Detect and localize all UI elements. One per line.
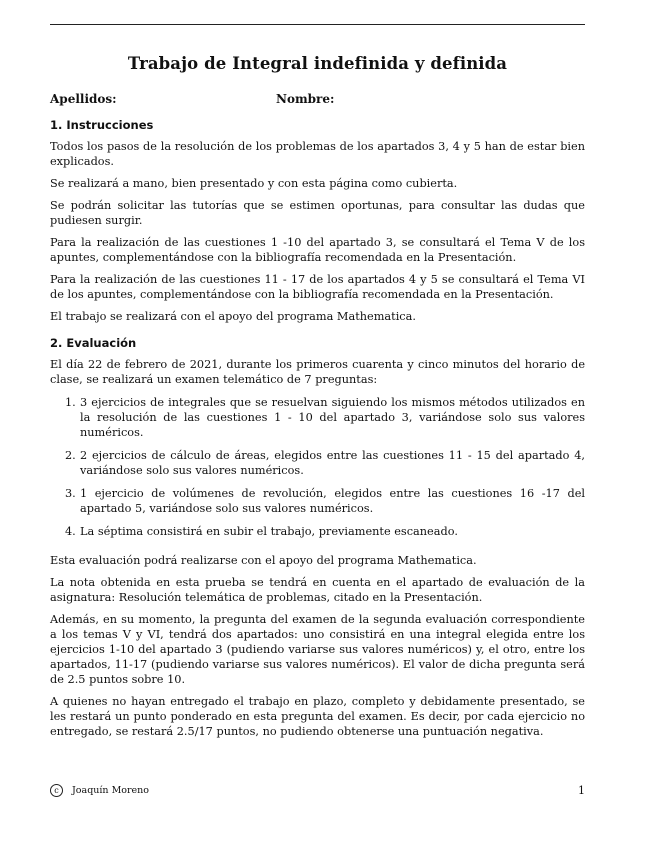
list-item-text: 1 ejercicio de volúmenes de revolución, elegidos entre las cuestiones 16 -17 del apartado 5, variándose solo sus valores numéricos. — [80, 487, 585, 515]
top-rule — [50, 24, 585, 25]
section-heading-instrucciones: 1. Instrucciones — [50, 118, 154, 132]
apellidos-label: Apellidos: — [50, 92, 117, 106]
page-title: Trabajo de Integral indefinida y definida — [127, 54, 508, 73]
paragraph: Todos los pasos de la resolución de los problemas de los apartados 3, 4 y 5 han de estar bien explicados. — [50, 140, 585, 168]
list-item — [50, 448, 585, 478]
list-item-text: 3 ejercicios de integrales que se resuelvan siguiendo los mismos métodos utilizados en la resolución de las cuestiones 1 - 10 del apartado 3, variándose solo sus valores numéricos. — [80, 396, 585, 439]
list-item — [50, 486, 585, 516]
list-number: 3. — [65, 487, 76, 500]
copyright-icon: c — [50, 784, 63, 797]
paragraph: La nota obtenida en esta prueba se tendrá en cuenta en el apartado de evaluación de la asignatura: Resolución telemática de problemas, citado en la Presentación. — [50, 576, 585, 604]
list-number: 2. — [65, 449, 76, 462]
list-number: 1. — [65, 396, 76, 409]
paragraph: Esta evaluación podrá realizarse con el apoyo del programa Mathematica. — [50, 554, 477, 567]
list-item — [50, 524, 585, 539]
page-number: 1 — [578, 784, 585, 797]
paragraph: El trabajo se realizará con el apoyo del programa Mathematica. — [50, 310, 416, 323]
list-item-text: 2 ejercicios de cálculo de áreas, elegidos entre las cuestiones 11 - 15 del apartado 4, variándose solo sus valores numéricos. — [80, 449, 585, 477]
paragraph: A quienes no hayan entregado el trabajo en plazo, completo y debidamente presentado, se les restará un punto ponderado en esta pregunta del examen. Es decir, por cada ejercicio no entregado, se restará 2.5/17 puntos, no pudiendo obtenerse una puntuación negativa. — [50, 695, 585, 738]
paragraph: Además, en su momento, la pregunta del examen de la segunda evaluación correspondiente a los temas V y VI, tendrá dos apartados: uno consistirá en una integral elegida entre los ejercicios 1-10 del apartado 3 (pudiendo variarse sus valores numéricos) y, el otro, entre los apartados, 11-17 (pudiendo variarse sus valores numéricos). El valor de dicha pregunta será de 2.5 puntos sobre 10. — [50, 613, 585, 686]
paragraph: Se realizará a mano, bien presentado y con esta página como cubierta. — [50, 177, 458, 190]
paragraph: Para la realización de las cuestiones 11 - 17 de los apartados 4 y 5 se consultará el Tema VI de los apuntes, complementándose con la bibliografía recomendada en la Presentación. — [50, 273, 585, 301]
paragraph: Se podrán solicitar las tutorías que se estimen oportunas, para consultar las dudas que pudiesen surgir. — [50, 199, 585, 227]
paragraph: Para la realización de las cuestiones 1 -10 del apartado 3, se consultará el Tema V de los apuntes, complementándose con la bibliografía recomendada en la Presentación. — [50, 236, 585, 264]
document-page — [50, 0, 585, 848]
nombre-label: Nombre: — [276, 92, 335, 106]
footer-author: Joaquín Moreno — [72, 785, 150, 796]
paragraph: El día 22 de febrero de 2021, durante los primeros cuarenta y cinco minutos del horario de clase, se realizará un examen telemático de 7 preguntas: — [50, 358, 585, 386]
document-body — [50, 118, 585, 746]
section-heading-evaluacion: 2. Evaluación — [50, 336, 137, 350]
exam-list — [50, 395, 585, 539]
list-item — [50, 395, 585, 440]
list-item-text: La séptima consistirá en subir el trabajo, previamente escaneado. — [80, 525, 458, 538]
list-number: 4. — [65, 525, 76, 538]
